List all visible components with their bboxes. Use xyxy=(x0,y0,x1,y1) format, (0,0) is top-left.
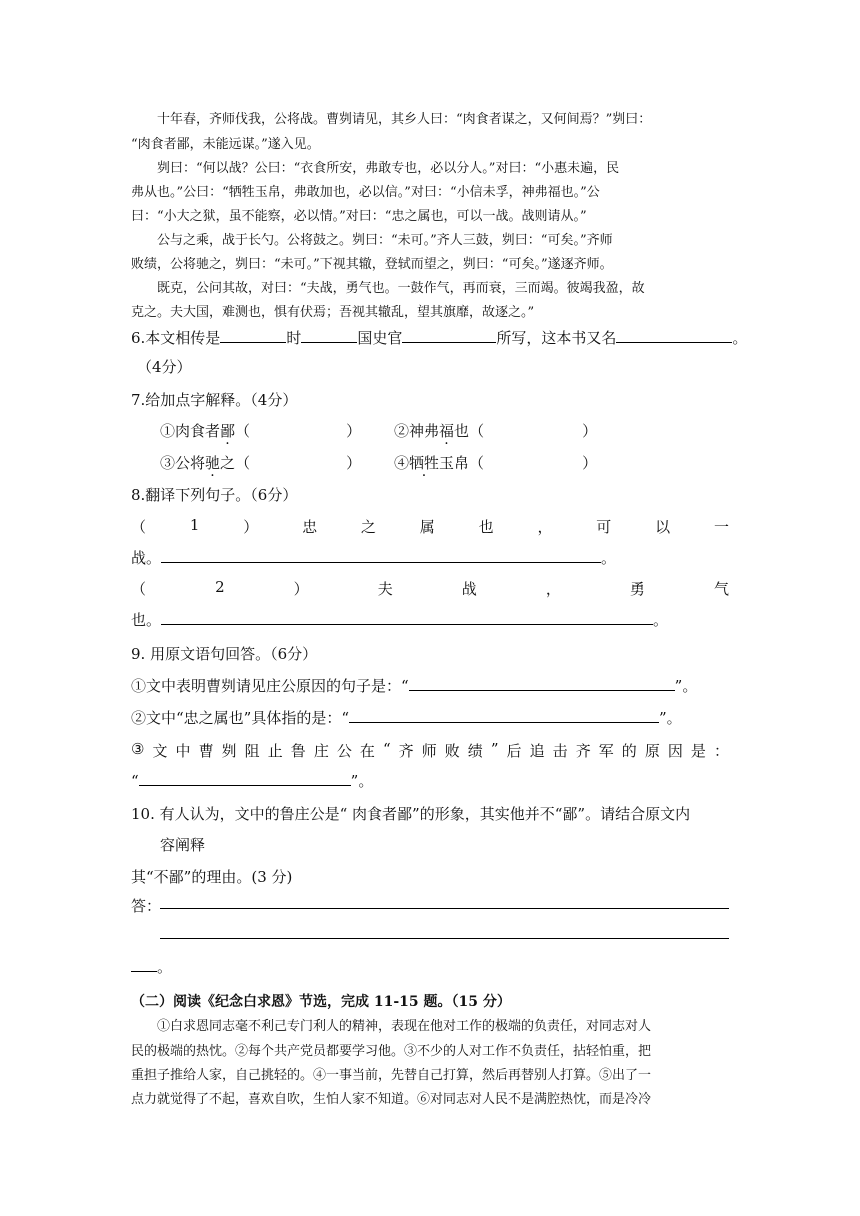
passage-line: 克之。夫大国，难测也，惧有伏焉；吾视其辙乱，望其旗靡，故逐之。” xyxy=(131,305,535,320)
question-6-points: （4分） xyxy=(137,358,192,376)
question-7-title: 7.给加点字解释。（4分） xyxy=(131,391,298,409)
section-2-line: ①白求恩同志毫不利己专门利人的精神，表现在他对工作的极端的负责任，对同志对人 xyxy=(131,1019,652,1034)
question-9-a: ①文中表明曹刿请见庄公原因的句子是：“ ”。 xyxy=(131,677,698,695)
section-2-line: 点力就觉得了不起，喜欢自吹，生怕人家不知道。⑥对同志对人民不是满腔热忱，而是冷冷 xyxy=(131,1092,652,1107)
question-8-sentence-1: （ 1 ） 忠 之 属 也 ， 可 以 一 xyxy=(131,516,729,536)
blank-state[interactable] xyxy=(301,327,357,343)
blank-historian[interactable] xyxy=(402,327,496,343)
question-9-c: ③ 文 中 曹 刿 阻 止 鲁 庄 公 在 “ 齐 师 败 绩 ” 后 追 击 齐 军 的 原 因 是 ： xyxy=(131,740,729,760)
passage-line: 曰：“小大之狱，虽不能察，必以情。”对曰：“忠之属也，可以一战。战则请从。” xyxy=(131,209,587,224)
section-2-line: 重担子推给人家，自己挑轻的。④一事当前，先替自己打算，然后再替别人打算。⑤出了一 xyxy=(131,1068,652,1083)
question-9-title: 9. 用原文语句回答。（6分） xyxy=(131,645,318,663)
answer-line-1[interactable] xyxy=(160,908,729,909)
section-2-title: （二）阅读《纪念白求恩》节选，完成 11-15 题。（15 分） xyxy=(131,994,511,1010)
dotted-char: 鄙 xyxy=(220,422,236,440)
question-8-sentence-2: （ 2 ） 夫 战 ， 勇 气 xyxy=(131,578,729,598)
answer-label: 答： xyxy=(131,897,162,915)
passage-line: 败绩，公将驰之，刿曰：“未可。”下视其辙，登轼而望之，刿曰：“可矣。”遂逐齐师。 xyxy=(131,257,613,272)
question-6: 6.本文相传是 时 国史官 所写，这本书又名 。 xyxy=(131,329,748,347)
passage-line: 刿曰：“何以战？公曰：“衣食所安，弗敢专也，必以分人。”对曰：“小惠未遍，民 xyxy=(131,161,620,176)
blank-book-name[interactable] xyxy=(616,327,732,343)
question-7-row: ②神弗福也（ ） xyxy=(394,422,598,440)
translation-blank-2[interactable] xyxy=(161,609,653,625)
question-9-c-answer: “ ”。 xyxy=(131,772,374,790)
question-8-title: 8.翻译下列句子。（6分） xyxy=(131,486,298,504)
passage-line: 十年春，齐师伐我，公将战。曹刿请见，其乡人曰：“肉食者谋之，又何间焉？”刿曰： xyxy=(131,112,652,127)
question-8-answer-1: 战。 。 xyxy=(131,549,617,567)
dotted-char: 福 xyxy=(439,422,455,440)
question-10-line-3: 其“不鄙”的理由。(3 分) xyxy=(131,868,293,886)
passage-line: 公与之乘，战于长勺。公将鼓之。刿曰：“未可。”齐人三鼓，刿曰：“可矣。”齐师 xyxy=(131,233,613,248)
question-8-answer-2: 也。 。 xyxy=(131,611,669,629)
question-7-row: ①肉食者鄙（ ） xyxy=(160,422,362,440)
answer-line-2[interactable] xyxy=(160,938,729,939)
answer-blank-9b[interactable] xyxy=(349,707,659,723)
blank-dynasty[interactable] xyxy=(220,327,286,343)
question-7-row: ④牺牲玉帛（ ） xyxy=(394,454,598,472)
dotted-char: 驰 xyxy=(205,454,221,472)
passage-line: 既克，公问其故，对曰：“夫战，勇气也。一鼓作气，再而衰，三而竭。彼竭我盈，故 xyxy=(131,281,645,296)
answer-blank-9c[interactable] xyxy=(139,770,351,786)
answer-blank-end[interactable] xyxy=(131,956,157,972)
passage-line: “肉食者鄙，未能远谋。”遂入见。 xyxy=(131,137,320,152)
question-7-row: ③公将驰之（ ） xyxy=(160,454,362,472)
answer-line-3: 。 xyxy=(131,956,172,977)
dotted-char: 牺牲 xyxy=(409,454,440,472)
question-10-line-1: 10. 有人认为，文中的鲁庄公是“ 肉食者鄙”的形象，其实他并不“鄙”。请结合原文内 xyxy=(131,805,691,823)
section-2-line: 民的极端的热忱。②每个共产党员都要学习他。③不少的人对工作不负责任，拈轻怕重，把 xyxy=(131,1044,652,1059)
passage-line: 弗从也。”公曰：“牺牲玉帛，弗敢加也，必以信。”对曰：“小信未孚，神弗福也。”公 xyxy=(131,185,600,200)
answer-blank-9a[interactable] xyxy=(409,675,675,691)
translation-blank-1[interactable] xyxy=(161,547,601,563)
question-9-b: ②文中“忠之属也”具体指的是：“ ”。 xyxy=(131,709,682,727)
question-10-line-2: 容阐释 xyxy=(160,836,206,854)
